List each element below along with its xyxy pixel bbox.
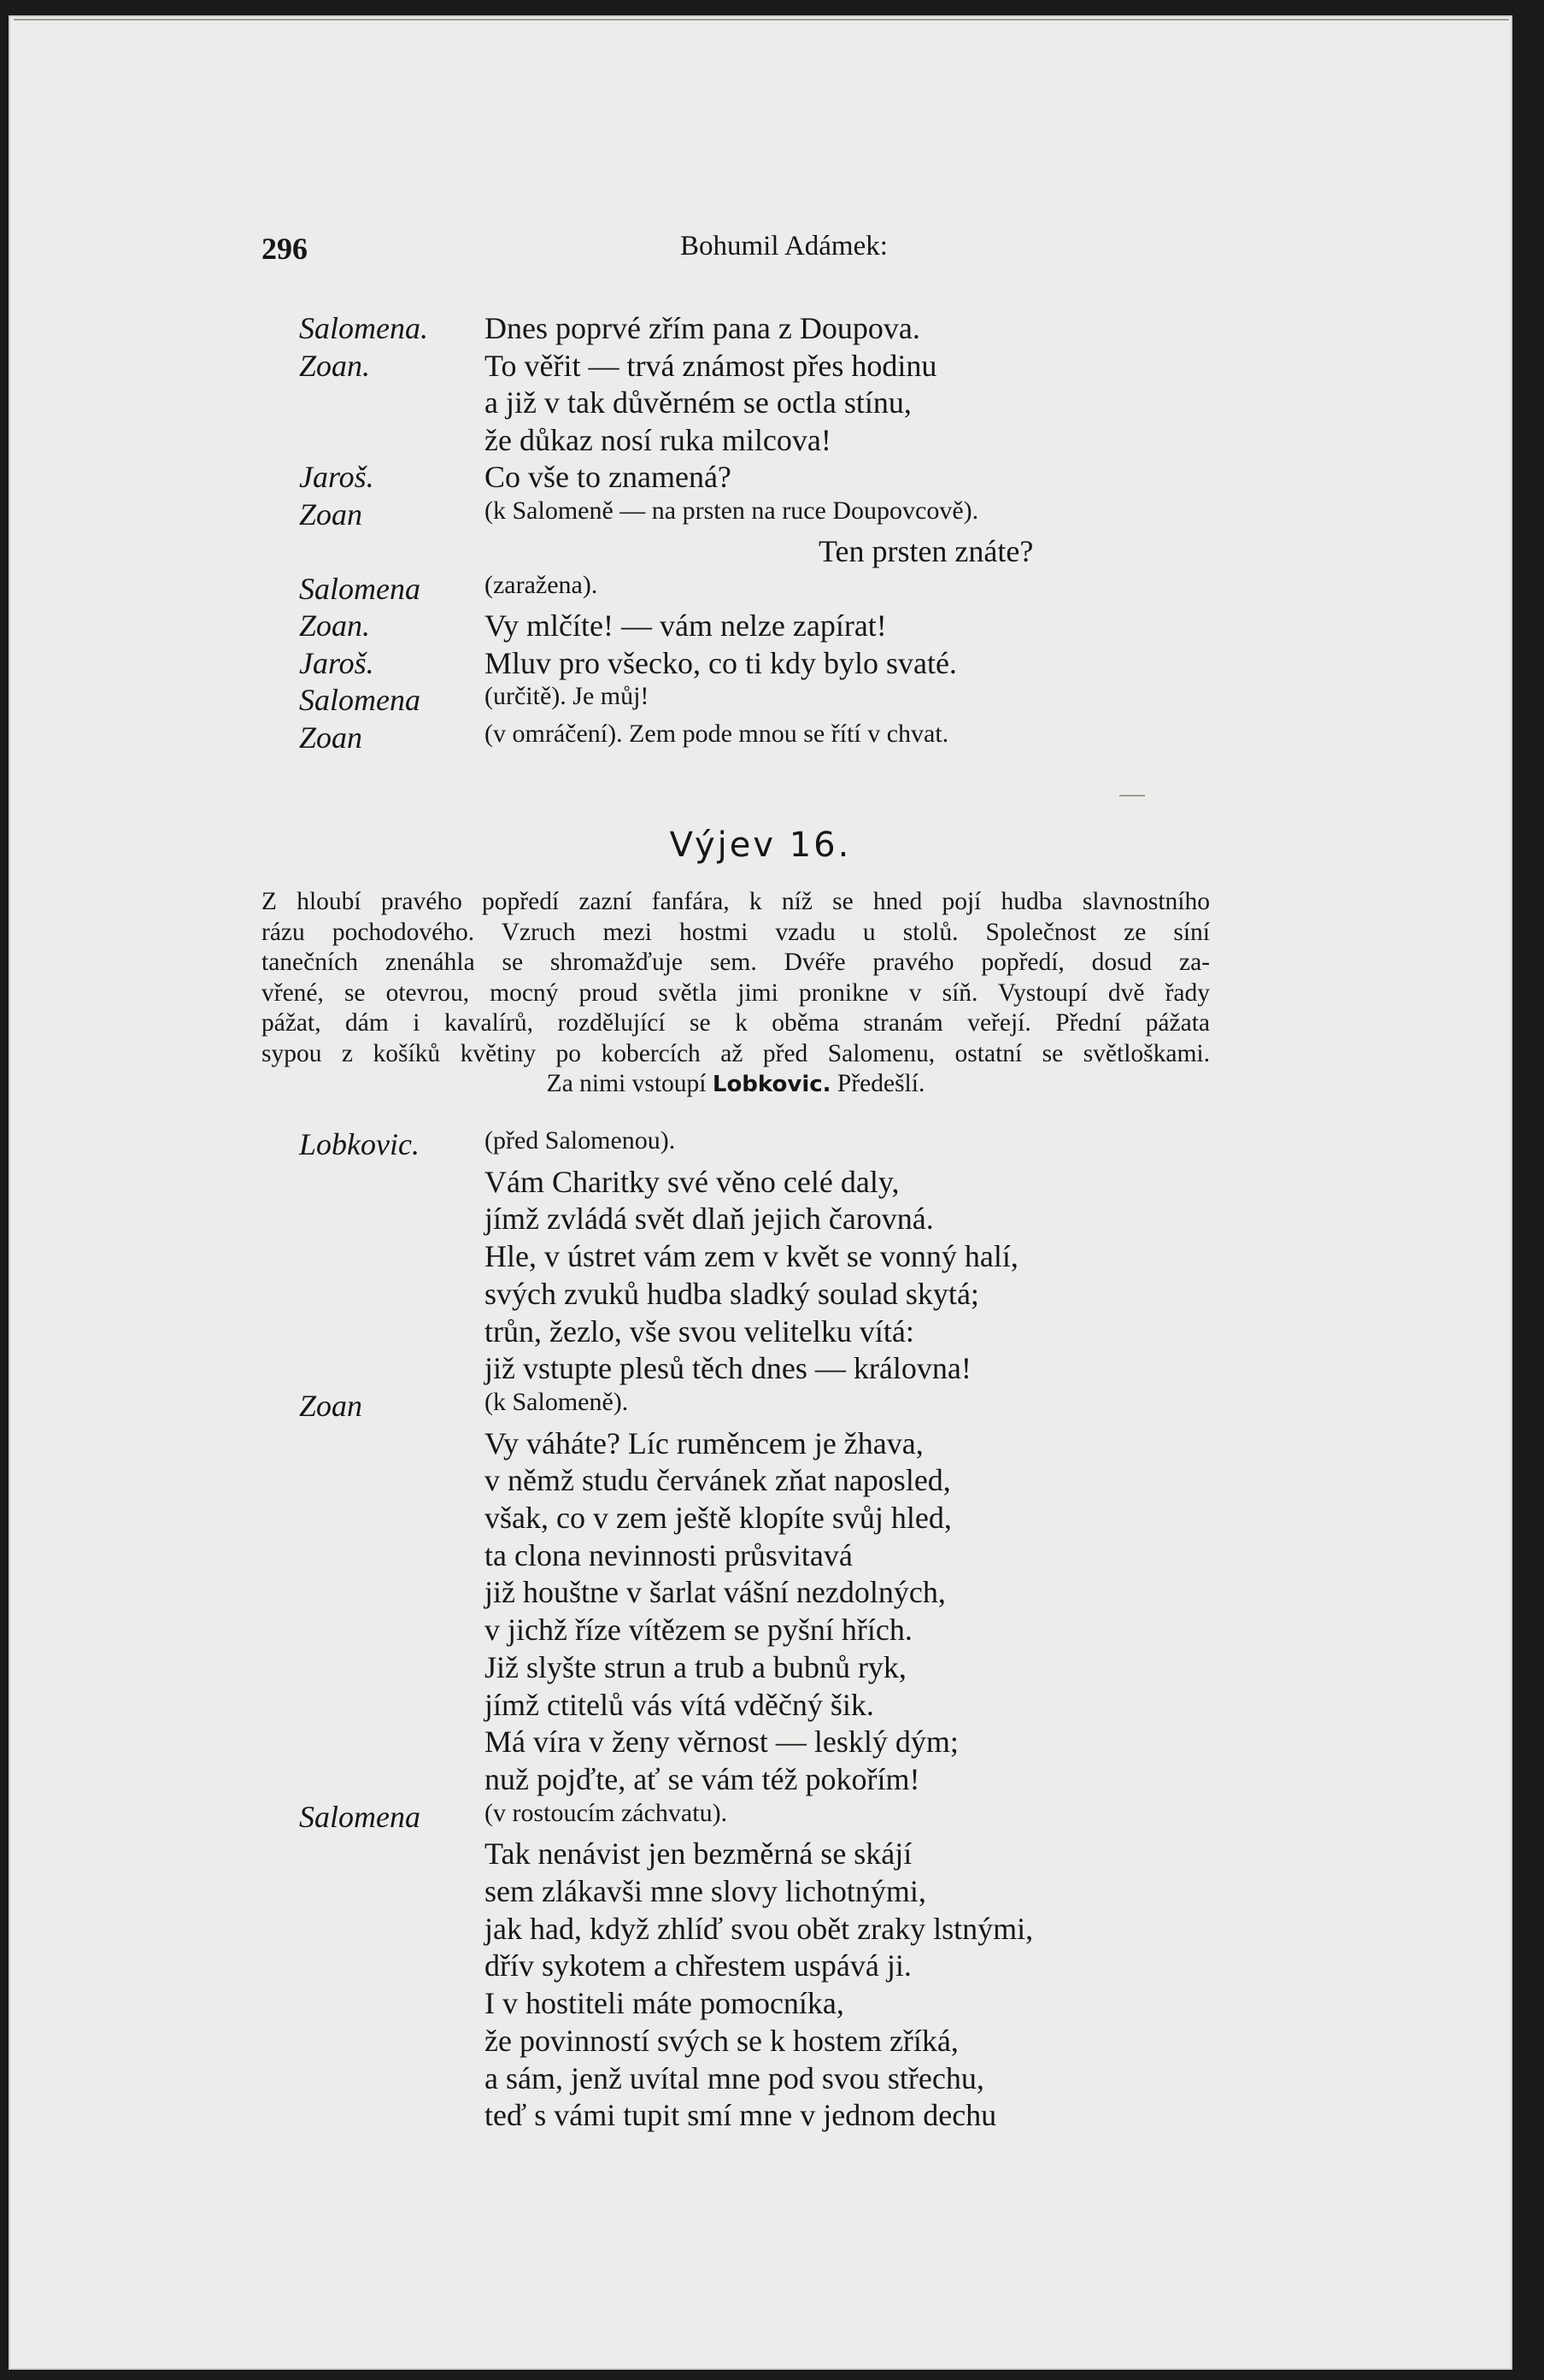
page-edge-line — [14, 19, 1509, 21]
line-text: Vy mlčíte! — vám nelze zapírat! — [484, 608, 887, 643]
line-text: a již v tak důvěrném se octla stínu, — [484, 385, 912, 420]
speaker-name: Zoan — [299, 720, 363, 755]
line-text: v jichž říze vítězem se pyšní hřích. — [484, 1613, 913, 1648]
stage-direction-text: Předešlí. — [831, 1070, 925, 1097]
line-text: Má víra v ženy věrnost — lesklý dým; — [484, 1725, 959, 1760]
stage-direction-line: tanečních znenáhla se shromažďuje sem. Dvéře pravého popředí, dosud za- — [261, 949, 1210, 976]
speaker-name: Jaroš. — [299, 645, 374, 680]
speaker-name: Zoan — [299, 497, 363, 532]
speaker-name: Zoan — [299, 1388, 363, 1423]
running-title: Bohumil Adámek: — [680, 231, 888, 262]
line-text: Vy váháte? Líc ruměncem je žhava, — [484, 1425, 924, 1460]
line-text: dřív sykotem a chřestem uspává ji. — [484, 1948, 912, 1983]
scene-title: Výjev 16. — [669, 826, 852, 865]
line-text: již vstupte plesů těch dnes — královna! — [484, 1351, 972, 1386]
speaker-name: Zoan. — [299, 608, 371, 643]
line-text: Dnes poprvé zřím pana z Doupova. — [484, 311, 920, 345]
line-text: Tak nenávist jen bezměrná se skájí — [484, 1836, 913, 1872]
line-text: (k Salomeně). — [484, 1387, 629, 1416]
line-text: že důkaz nosí ruka milcova! — [484, 422, 831, 457]
line-text: jímž ctitelů vás vítá vděčný šik. — [484, 1687, 874, 1722]
speaker-name: Salomena. — [299, 311, 428, 345]
line-text: Mluv pro všecko, co ti kdy bylo svaté. — [484, 645, 957, 680]
line-text: ta clona nevinnosti průsvitavá — [484, 1537, 853, 1572]
line-text: svých zvuků hudba sladký soulad skytá; — [484, 1276, 979, 1311]
page-header — [9, 231, 1512, 265]
line-text: (před Salomenou). — [484, 1126, 676, 1155]
speaker-name: Salomena — [299, 683, 420, 717]
character-name: Lobkovic. — [712, 1072, 831, 1097]
line-text: Již slyšte strun a trub a bubnů ryk, — [484, 1649, 907, 1684]
line-text: (určitě). Je můj! — [484, 682, 649, 710]
line-text: sem zlákavši mne slovy lichotnými, — [484, 1874, 926, 1908]
stage-direction-last-line — [261, 1069, 1210, 1100]
page-number: 296 — [261, 232, 308, 266]
stage-direction-line: sypou z košíků květiny po kobercích až před Salomenu, ostatní se světloškami. — [261, 1039, 1210, 1067]
line-text: teď s vámi tupit smí mne v jednom dechu — [484, 2098, 997, 2133]
speaker-name: Salomena — [299, 1799, 420, 1834]
line-text: I v hostiteli máte pomocníka, — [484, 1986, 844, 2021]
line-text: nuž pojďte, ať se vám též pokořím! — [484, 1761, 920, 1796]
line-text: že povinností svých se k hostem zříká, — [484, 2023, 959, 2058]
line-text: Ten prsten znáte? — [819, 534, 1034, 568]
line-text: však, co v zem ještě klopíte svůj hled, — [484, 1501, 952, 1535]
line-text: jak had, když zhlíď svou obět zraky lstnými, — [484, 1911, 1034, 1946]
stage-direction-line: vřené, se otevrou, mocný proud světla jimi pronikne v síň. Vystoupí dvě řady — [261, 978, 1210, 1007]
line-text: a sám, jenž uvítal mne pod svou střechu, — [484, 2060, 984, 2095]
line-text: (k Salomeně — na prsten na ruce Doupovcově). — [484, 496, 979, 525]
speaker-name: Salomena — [299, 571, 420, 606]
scene-divider — [1119, 795, 1145, 796]
book-page — [9, 15, 1512, 2370]
speaker-name: Jaroš. — [299, 460, 374, 494]
stage-direction-line: pážat, dám i kavalírů, rozdělující se k oběma stranám veřejí. Přední pážata — [261, 1009, 1210, 1037]
stage-direction-line: rázu pochodového. Vzruch mezi hostmi vzadu u stolů. Společnost ze síní — [261, 918, 1210, 946]
line-text: již houštne v šarlat vášní nezdolných, — [484, 1575, 946, 1610]
line-text: Co vše to znamená? — [484, 460, 731, 494]
line-text: To věřit — trvá známost přes hodinu — [484, 348, 937, 383]
stage-direction — [261, 887, 1210, 1100]
line-text: (v omráčení). Zem pode mnou se řítí v chvat. — [484, 719, 949, 748]
stage-direction-line: Z hloubí pravého popředí zazní fanfára, k níž se hned pojí hudba slavnostního — [261, 888, 1210, 915]
line-text: (zaražena). — [484, 570, 598, 599]
stage-direction-text: Za nimi vstoupí — [546, 1070, 713, 1097]
line-text: trůn, žezlo, vše svou velitelku vítá: — [484, 1313, 914, 1349]
speaker-name: Lobkovic. — [299, 1127, 420, 1161]
line-text: (v rostoucím záchvatu). — [484, 1798, 728, 1827]
line-text: Hle, v ústret vám zem v květ se vonný halí, — [484, 1239, 1019, 1274]
line-text: Vám Charitky své věno celé daly, — [484, 1164, 900, 1199]
line-text: v němž studu červánek zňat naposled, — [484, 1463, 951, 1498]
line-text: jímž zvládá svět dlaň jejich čarovná. — [484, 1202, 934, 1237]
speaker-name: Zoan. — [299, 348, 371, 383]
